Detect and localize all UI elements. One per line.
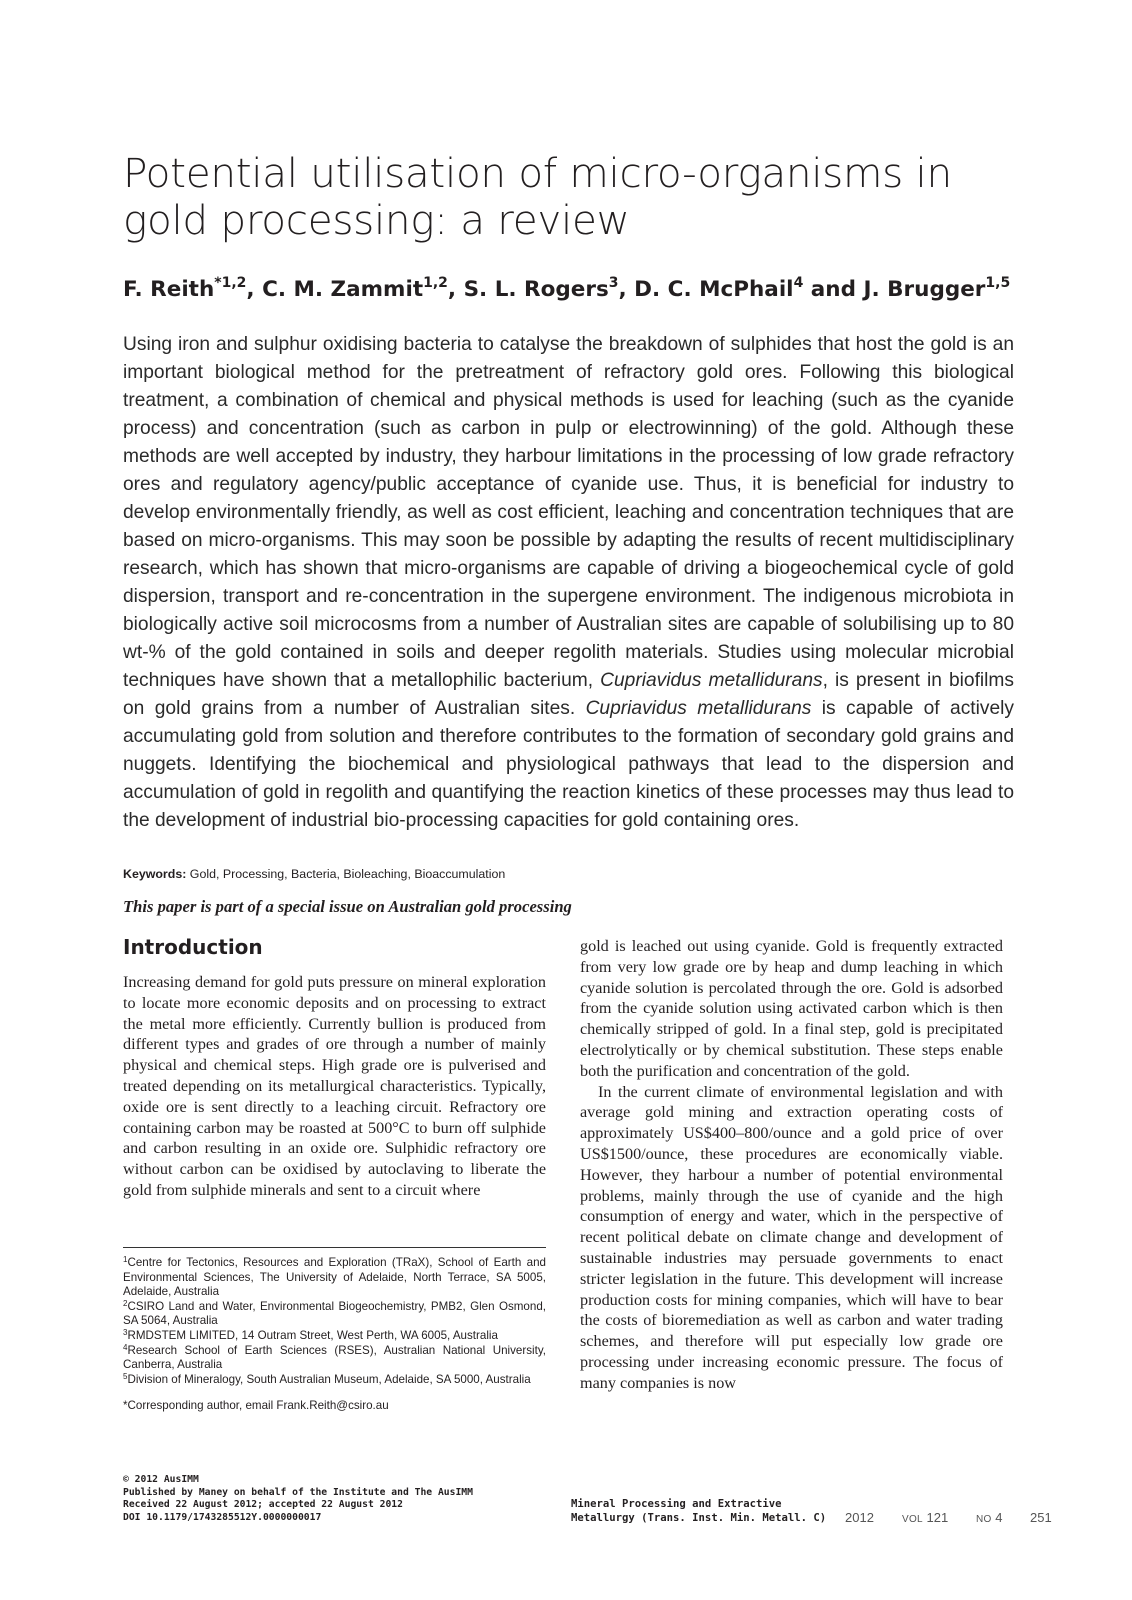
abstract-text-3: is capable of actively accumulating gold from solution and therefore contributes to the formation of secondary gold grains and nuggets. Identifying the biochemical and physiological pathways that lead to the dispersion and accumulation of gold in regolith and quantifying the reaction kinetics of these processes may thus lead to the development of industrial bio-processing capacities for gold containing ores. [123, 698, 1015, 831]
publisher-info [123, 1474, 473, 1524]
affiliation-text: CSIRO Land and Water, Environmental Biogeochemistry, PMB2, Glen Osmond, SA 5064, Australia [123, 1299, 546, 1328]
section-heading-introduction: Introduction [123, 935, 263, 959]
title-line-2: gold processing: a review [123, 196, 630, 244]
corresponding-author: *Corresponding author, email Frank.Reith@csiro.au [123, 1399, 389, 1413]
affiliation-note [123, 1344, 546, 1373]
copyright: © 2012 AusIMM [123, 1474, 199, 1485]
journal-line-1: Mineral Processing and Extractive [571, 1498, 782, 1510]
abstract-text-1: Using iron and sulphur oxidising bacteria to catalyse the breakdown of sulphides that host the gold is an important biological method for the pretreatment of refractory gold ores. Following this biological treatment, a combination of chemical and physical methods is used for leaching (such as the cyanide process) and concentration (such as carbon in pulp or electrowinning) of the gold. Although these methods are well accepted by industry, they harbour limitations in the processing of low grade refractory ores and regulatory agency/public acceptance of cyanide use. Thus, it is beneficial for industry to develop environmentally friendly, as well as cost efficient, leaching and concentration techniques that are based on micro-organisms. This may soon be possible by adapting the results of recent multidisciplinary research, which has shown that micro-organisms are capable of driving a biogeochemical cycle of gold dispersion, transport and re-concentration in the supergene environment. The indigenous microbiota in biologically active soil microcosms from a number of Australian sites are capable of solubilising up to 80 wt-% of the gold contained in soils and deeper regolith materials. Studies using molecular microbial techniques have shown that a metallophilic bacterium, [123, 334, 1014, 691]
paragraph: In the current climate of environmental legislation and with average gold mining and extraction operating costs of approximately US$400–800/ounce and a gold price of over US$1500/ounce, these procedures are economically viable. However, they harbour a number of potential environmental problems, mainly through the use of cyanide and the high consumption of energy and water, which in the perspective of recent political debate on climate change and development of sustainable industries may persuade governments to enact stricter legislation in the future. This development will increase production costs for mining companies, which will have to bear the costs of bioremediation as well as carbon and water trading schemes, and therefore will put especially low grade ore processing under increasing economic pressure. The focus of many companies is now [580, 1082, 1003, 1392]
author-affiliation: 1,2 [423, 275, 448, 291]
body-column-right [580, 936, 1003, 1394]
footnote-divider [123, 1247, 546, 1248]
abstract-text-2: , is present in biofilms on gold grains from a number of Australian sites. [123, 670, 1015, 719]
author-affiliation: 4 [793, 275, 804, 291]
affiliation-number: 5 [123, 1371, 128, 1381]
published-by: Published by Maney on behalf of the Institute and The AusIMM [123, 1486, 473, 1498]
special-issue-note: This paper is part of a special issue on Australian gold processing [123, 897, 572, 916]
author-list [123, 277, 1023, 302]
affiliation-text: Research School of Earth Sciences (RSES), Australian National University, Canberra, Australia [123, 1343, 546, 1372]
author-separator: and [803, 277, 864, 302]
author-name: C. M. Zammit [262, 277, 424, 302]
affiliation-note [123, 1256, 546, 1300]
author-separator: , [246, 277, 263, 302]
author-affiliation: 3 [608, 275, 619, 291]
journal-line-2: Metallurgy (Trans. Inst. Min. Metall. C) [571, 1512, 827, 1524]
keywords-list: Gold, Processing, Bacteria, Bioleaching, Bioaccumulation [186, 867, 506, 881]
affiliation-text: RMDSTEM LIMITED, 14 Outram Street, West Perth, WA 6005, Australia [127, 1328, 498, 1342]
affiliation-note [123, 1300, 546, 1329]
author-name: J. Brugger [863, 277, 986, 302]
affiliation-text: Division of Mineralogy, South Australian Museum, Adelaide, SA 5000, Australia [127, 1372, 531, 1386]
affiliation-text: Centre for Tectonics, Resources and Exploration (TRaX), School of Earth and Environmental Sciences, The University of Adelaide, North Terrace, SA 5005, Adelaide, Australia [123, 1256, 546, 1299]
title-line-1: Potential utilisation of micro-organisms in [123, 149, 952, 197]
received-dates: Received 22 August 2012; accepted 22 August 2012 [123, 1499, 403, 1511]
species-name: Cupriavidus metallidurans [600, 670, 823, 691]
affiliation-number: 4 [123, 1342, 128, 1352]
journal-name [571, 1497, 826, 1525]
paragraph: Increasing demand for gold puts pressure on mineral exploration to locate more economic deposits and on processing to extract the metal more efficiently. Currently bullion is produced from different types and grades of ore through a number of mainly physical and chemical steps. High grade ore is pulverised and treated depending on its metallurgical characteristics. Typically, oxide ore is sent directly to a leaching circuit. Refractory ore containing carbon may be roasted at 500°C to burn off sulphide and carbon resulting in an oxide ore. Sulphidic refractory ore without carbon can be oxidised by autoclaving to liberate the gold from sulphide minerals and sent to a circuit where [123, 973, 546, 1199]
volume [902, 1510, 948, 1525]
author-separator: , [447, 277, 464, 302]
paper-title [123, 150, 1023, 244]
abstract [123, 331, 1014, 835]
volume-label: VOL [902, 1514, 923, 1525]
author-name: F. Reith [123, 277, 215, 302]
author-affiliation: *1,2 [214, 275, 247, 291]
species-name: Cupriavidus metallidurans [585, 698, 812, 719]
keywords-label: Keywords: [123, 867, 187, 881]
doi: DOI 10.1179/1743285512Y.0000000017 [123, 1511, 322, 1523]
author-name: S. L. Rogers [463, 277, 609, 302]
author-affiliation: 1,5 [985, 275, 1011, 291]
affiliation-number: 2 [123, 1298, 128, 1308]
page-number: 251 [1030, 1510, 1052, 1525]
issue-label: NO [976, 1514, 992, 1525]
affiliation-note [123, 1373, 546, 1388]
author-separator: , [618, 277, 635, 302]
journal-year: 2012 [845, 1510, 874, 1525]
issue-number: 4 [995, 1510, 1003, 1525]
body-column-left [123, 972, 546, 1201]
keywords [123, 867, 505, 881]
issue [976, 1510, 1002, 1525]
affiliation-number: 3 [123, 1327, 128, 1337]
paragraph: gold is leached out using cyanide. Gold is frequently extracted from very low grade ore by heap and dump leaching in which cyanide solution is percolated through the ore. Gold is adsorbed from the cyanide solution using activated carbon which is then chemically stripped of gold. In a final step, gold is precipitated electrolytically or by chemical substitution. These steps enable both the purification and concentration of the gold. [580, 937, 1003, 1080]
volume-number: 121 [926, 1510, 949, 1525]
author-name: D. C. McPhail [634, 277, 794, 302]
affiliation-note [123, 1329, 546, 1344]
affiliation-footnotes [123, 1256, 546, 1414]
affiliation-number: 1 [123, 1255, 128, 1264]
